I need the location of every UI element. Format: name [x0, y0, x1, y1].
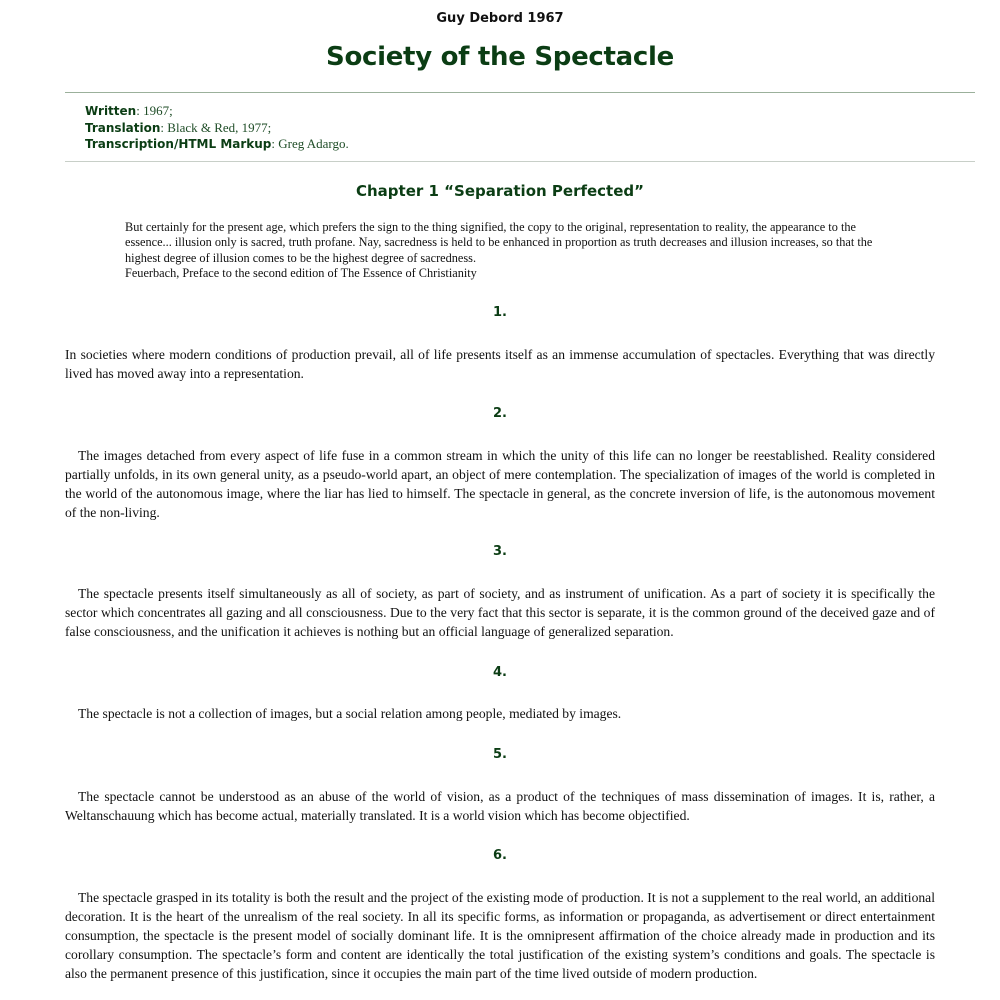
section-number: 3.: [493, 544, 507, 559]
page-title: Society of the Spectacle: [326, 42, 674, 72]
info-transcription: [85, 136, 685, 153]
document-info: [85, 103, 685, 153]
info-translation: [85, 120, 685, 137]
author-line: Guy Debord 1967: [436, 11, 564, 26]
info-translation-value: : Black & Red, 1977;: [160, 119, 272, 135]
chapter-heading: Chapter 1 “Separation Perfected”: [356, 182, 644, 200]
section-number: 2.: [493, 406, 507, 421]
section-number: 6.: [493, 848, 507, 863]
section-paragraph: The images detached from every aspect of life fuse in a common stream in which the unity of this life can no longer be reestablished. Reality considered partially unfolds, in its own general unity, as a pseudo-world apart, an object of mere contemplation. The specialization of images of the world is completed in the world of the autonomous image, where the liar has lied to himself. The spectacle in general, as the concrete inversion of life, is the autonomous movement of the non-living.: [65, 448, 935, 520]
info-transcription-value: : Greg Adargo.: [271, 136, 349, 151]
info-translation-label: Translation: [85, 120, 161, 135]
section-paragraph: The spectacle grasped in its totality is both the result and the project of the existing mode of production. It is not a supplement to the real world, an additional decoration. It is the heart of the unrealism of the real society. In all its specific forms, as information or propaganda, as advertisement or direct entertainment consumption, the spectacle is the present model of socially dominant life. It is the omnipresent affirmation of the choice already made in production and its corollary consumption. The spectacle’s form and content are identically the total justification of the existing system’s conditions and goals. The spectacle is also the permanent presence of this justification, since it occupies the main part of the time lived outside of modern production.: [65, 890, 935, 981]
info-written-value: : 1967;: [136, 103, 173, 118]
section-paragraph: The spectacle cannot be understood as an abuse of the world of vision, as a product of the techniques of mass dissemination of images. It is, rather, a Weltanschauung which has become actual, materially translated. It is a world vision which has become objectified.: [65, 789, 935, 823]
section-number: 1.: [493, 305, 507, 320]
section-number: 5.: [493, 747, 507, 762]
info-written-label: Written: [85, 104, 137, 118]
epigraph-source: Feuerbach, Preface to the second edition of The Essence of Christianity: [125, 265, 477, 280]
section-paragraph: The spectacle presents itself simultaneously as all of society, as part of society, and as instrument of unification. As a part of society it is specifically the sector which concentrates all gazing and all consciousness. Due to the very fact that this sector is separate, it is the common ground of the deceived gaze and of false consciousness, and the unification it achieves is nothing but an official language of generalized separation.: [65, 586, 935, 639]
epigraph-text: But certainly for the present age, which prefers the sign to the thing signified, the copy to the original, representation to reality, the appearance to the essence... illusion only is sacred, truth profane. Nay, sacredness is held to be enhanced in proportion as truth decreases and illusion increases, so that the highest degree of illusion comes to be the highest degree of sacredness.: [125, 220, 873, 265]
section-paragraph: The spectacle is not a collection of images, but a social relation among people, mediated by images.: [78, 706, 622, 721]
info-transcription-label: Transcription/HTML Markup: [85, 137, 272, 151]
info-written: [85, 103, 685, 120]
section-paragraph: In societies where modern conditions of production prevail, all of life presents itself as an immense accumulation of spectacles. Everything that was directly lived has moved away into a representation.: [65, 347, 935, 381]
info-divider: [65, 161, 975, 162]
epigraph: [125, 220, 880, 281]
section-number: 4.: [493, 665, 507, 680]
title-divider: [65, 92, 975, 93]
